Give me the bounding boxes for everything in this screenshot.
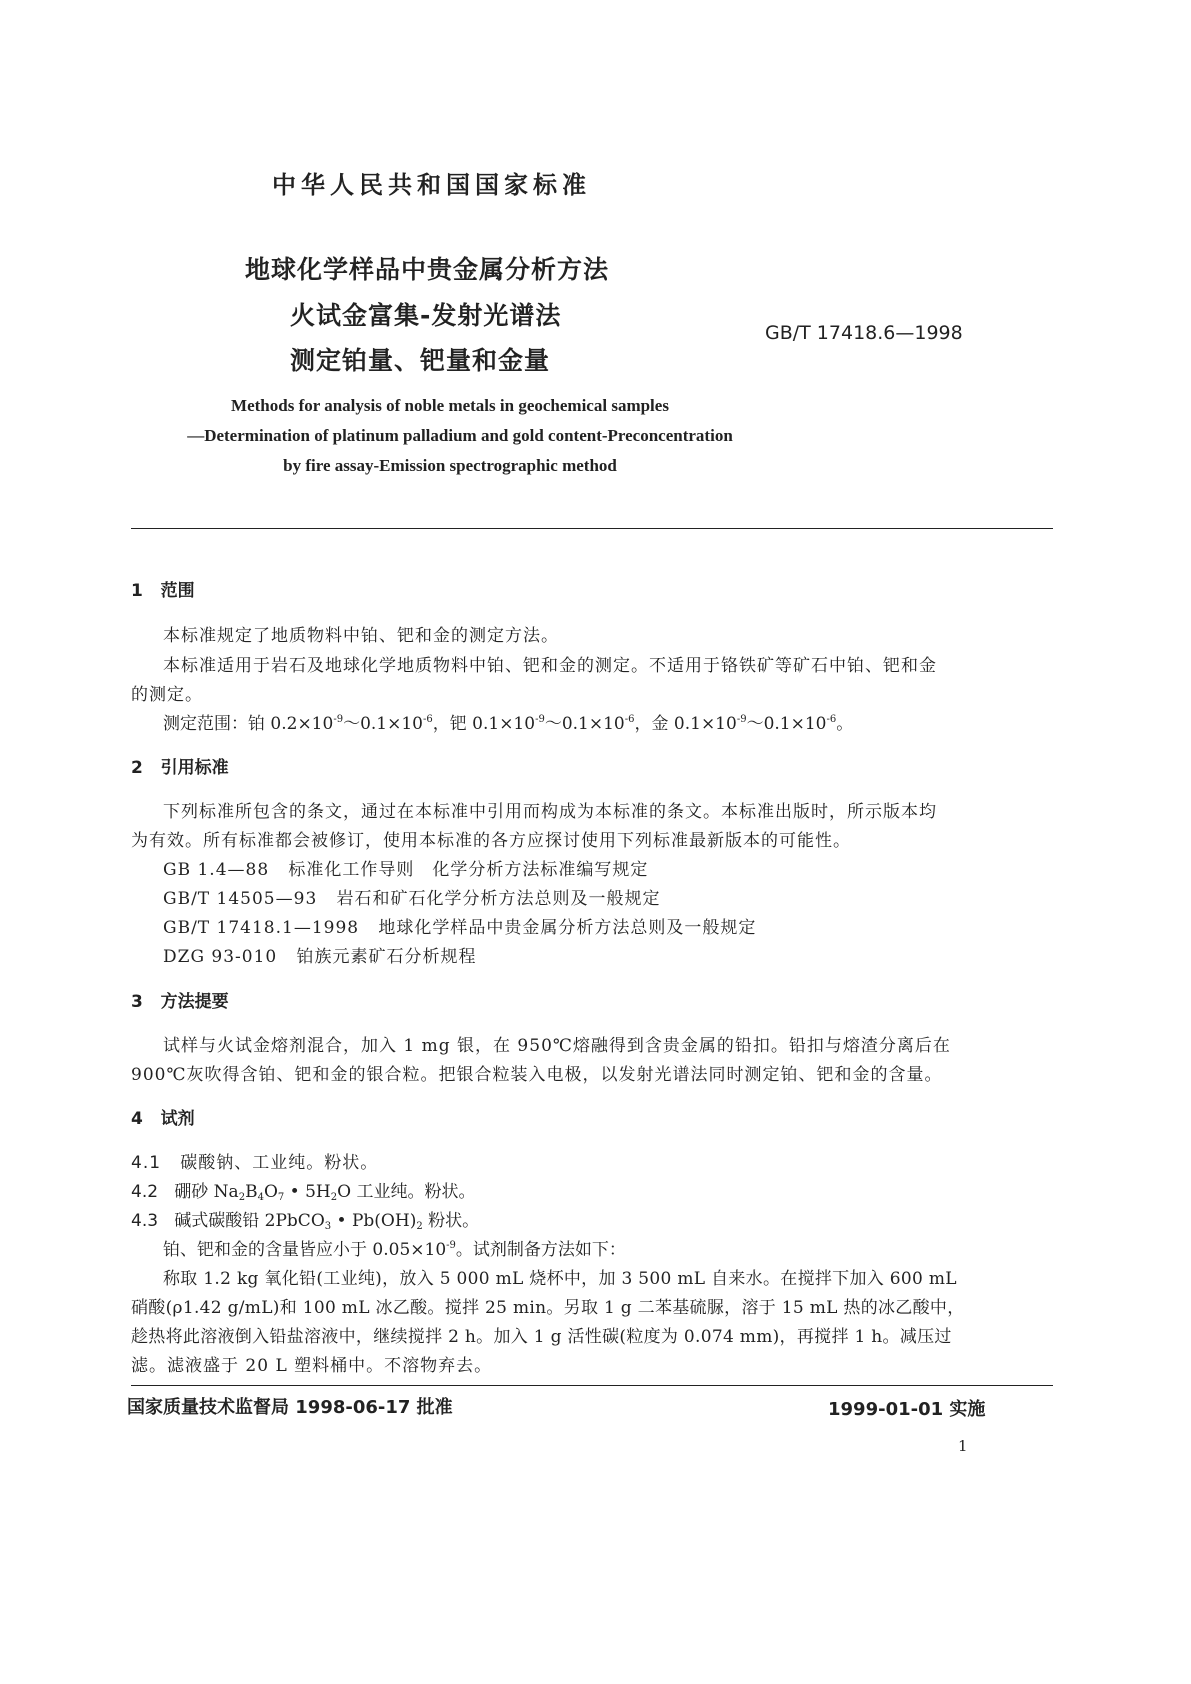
standard-code: GB/T 17418.6—1998 [765, 322, 963, 344]
approval-text: 国家质量技术监督局 1998-06-17 批准 [127, 1397, 453, 1418]
s1-range: 测定范围：铂 $0.2\times 10^{-9}\sim 0.1\times 10^{-6}$，钯 $0.1\times 10^{-9}\sim 0.1\times 10^{-6}$，金 $0.1\times 10^{-9}\sim 0.1\times 10^{-6}$。 [163, 714, 854, 734]
ref-3: GB/T 17418.1—1998 地球化学样品中贵金属分析方法总则及一般规定 [163, 918, 757, 938]
s3-pb: 900℃灰吹得含铂、钯和金的银合粒。把银合粒装入电极，以发射光谱法同时测定铂、钯和金的含量。 [131, 1065, 943, 1085]
effective-date: 1999-01-01 实施 [828, 1399, 986, 1420]
title-line-2: 火试金富集-发射光谱法 [290, 301, 562, 330]
section-2-heading: 2 引用标准 [131, 758, 229, 778]
footer-divider [131, 1385, 1053, 1386]
ref-4: DZG 93-010 铂族元素矿石分析规程 [163, 947, 477, 967]
item-4-1: 4.1 碳酸钠、工业纯。粉状。 [131, 1153, 379, 1173]
s4-l4: 趁热将此溶液倒入铅盐溶液中，继续搅拌 2 h。加入 1 g 活性碳(粒度为 0.074 mm)，再搅拌 1 h。减压过 [131, 1327, 952, 1347]
section-4-heading: 4 试剂 [131, 1109, 195, 1129]
page-number: 1 [958, 1437, 968, 1455]
item-4-2: 4.2 硼砂 $Na_2B_4O_7$ • $5H_2O$ 工业纯。粉状。 [131, 1182, 476, 1203]
s4-l1: 铂、钯和金的含量皆应小于 $0.05\times 10^{-9}$。试剂制备方法如下： [163, 1240, 626, 1260]
en-title-3: by fire assay-Emission spectrographic method [283, 456, 617, 475]
en-title-2: —Determination of platinum palladium and gold content-Preconcentration [187, 426, 733, 445]
en-title-1: Methods for analysis of noble metals in geochemical samples [231, 396, 669, 415]
ref-1: GB 1.4—88 标准化工作导则 化学分析方法标准编写规定 [163, 860, 649, 880]
s1-p2a: 本标准适用于岩石及地球化学地质物料中铂、钯和金的测定。不适用于铬铁矿等矿石中铂、钯和金 [163, 656, 937, 676]
item-4-3: 4.3 碱式碳酸铅 2PbCO$_3$ • $Pb(OH)_2$ 粉状。 [131, 1211, 480, 1232]
s2-p1a: 下列标准所包含的条文，通过在本标准中引用而构成为本标准的条文。本标准出版时，所示版本均 [163, 802, 937, 822]
title-line-3: 测定铂量、钯量和金量 [290, 346, 551, 375]
title-line-1: 地球化学样品中贵金属分析方法 [245, 255, 610, 284]
s1-p2b: 的测定。 [131, 685, 203, 705]
s4-l3: 硝酸(ρ1.42 g/mL)和 100 mL 冰乙酸。搅拌 25 min。另取 1 g 二苯基硫脲，溶于 15 mL 热的冰乙酸中， [131, 1298, 965, 1318]
s4-l2: 称取 1.2 kg 氧化铅(工业纯)，放入 5 000 mL 烧杯中，加 3 500 mL 自来水。在搅拌下加入 600 mL [163, 1269, 957, 1289]
section-1-heading: 1 范围 [131, 581, 195, 601]
ref-2: GB/T 14505—93 岩石和矿石化学分析方法总则及一般规定 [163, 889, 661, 909]
s3-pa: 试样与火试金熔剂混合，加入 1 mg 银，在 950℃熔融得到含贵金属的铅扣。铅扣与熔渣分离后在 [163, 1036, 951, 1056]
header-divider [131, 528, 1053, 529]
national-standard-label: 中华人民共和国国家标准 [272, 171, 591, 199]
s4-l5: 滤。滤液盛于 20 L 塑料桶中。不溶物弃去。 [131, 1356, 493, 1376]
section-3-heading: 3 方法提要 [131, 992, 229, 1012]
s2-p1b: 为有效。所有标准都会被修订，使用本标准的各方应探讨使用下列标准最新版本的可能性。 [131, 831, 851, 851]
s1-p1: 本标准规定了地质物料中铂、钯和金的测定方法。 [163, 626, 559, 646]
